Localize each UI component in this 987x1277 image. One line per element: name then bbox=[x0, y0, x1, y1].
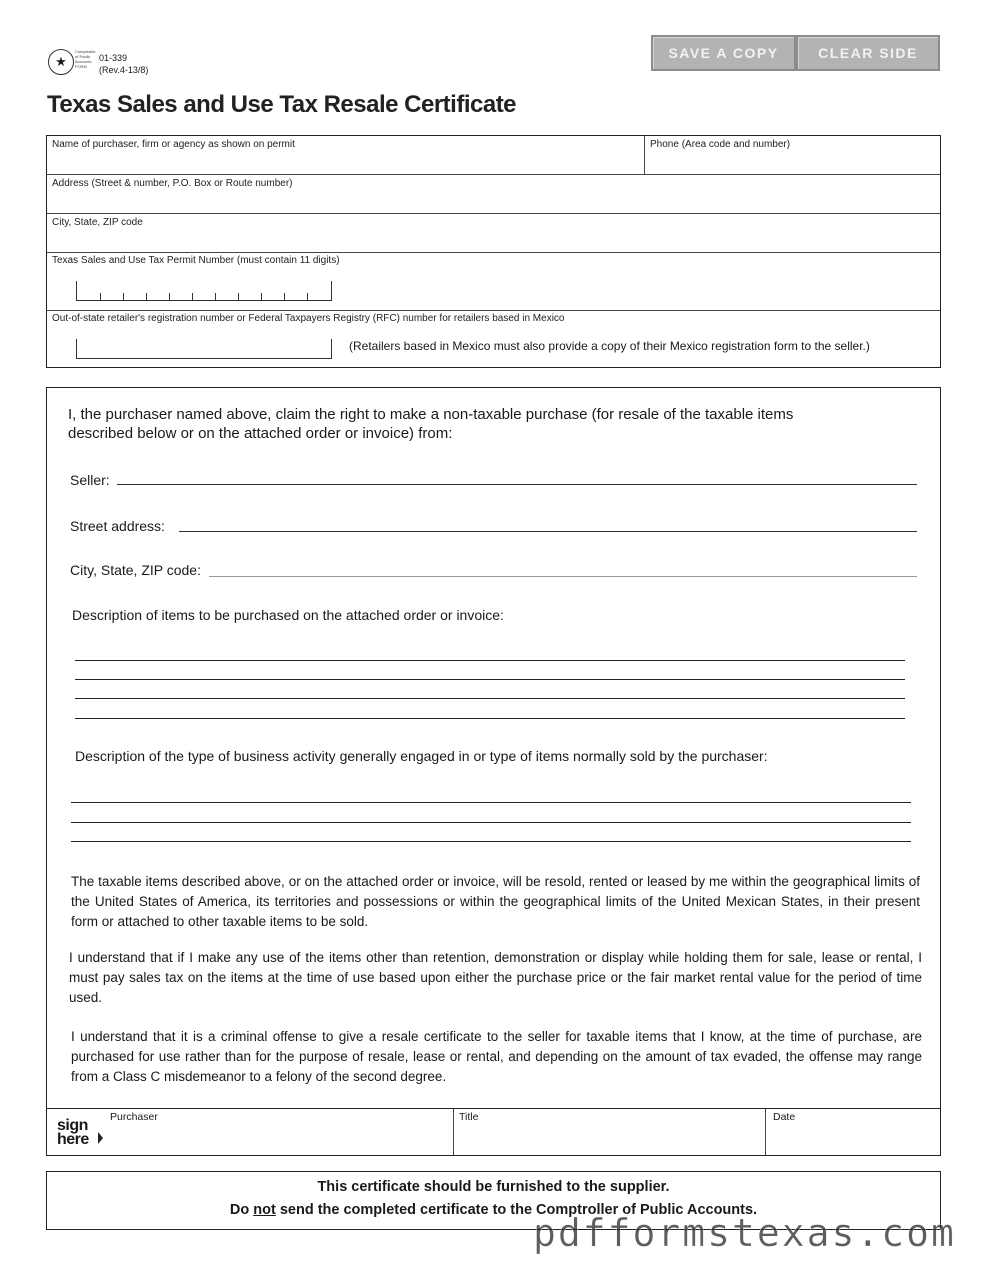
comptroller-seal-icon: ★ bbox=[48, 49, 74, 75]
city-state-zip-field[interactable] bbox=[47, 228, 939, 252]
seal-text: Comptroller of Public Accounts FORM bbox=[75, 49, 96, 69]
purchaser-info-box bbox=[46, 135, 941, 368]
address-field[interactable] bbox=[47, 189, 939, 213]
resale-paragraph: The taxable items described above, or on the attached order or invoice, will be resold, rented or leased by me within the geographical limits of the United States of America, its territories and possessions or within the geographical limits of the United Mexican States, in their present form or attached to other taxable items to be sold. bbox=[71, 874, 920, 929]
purchaser-signature-label: Purchaser bbox=[110, 1111, 158, 1123]
city-state-zip-label: City, State, ZIP code bbox=[52, 217, 143, 228]
street-address-field[interactable] bbox=[179, 531, 917, 532]
claim-statement: I, the purchaser named above, claim the right to make a non-taxable purchase (for resale of the taxable items described below or on the attached order or invoice) from: bbox=[68, 406, 794, 442]
items-description-line[interactable] bbox=[75, 660, 905, 661]
purchaser-name-label: Name of purchaser, firm or agency as shown on permit bbox=[52, 139, 295, 150]
page-title: Texas Sales and Use Tax Resale Certificate bbox=[47, 91, 517, 118]
purchaser-signature-field[interactable] bbox=[107, 1123, 452, 1153]
sign-here-arrow-icon bbox=[98, 1132, 103, 1144]
furnish-supplier-note: This certificate should be furnished to the supplier. bbox=[317, 1179, 670, 1195]
do-not-send-note: Do not send the completed certificate to the Comptroller of Public Accounts. bbox=[229, 1202, 758, 1218]
items-description-label: Description of items to be purchased on the attached order or invoice: bbox=[72, 607, 504, 623]
seller-label: Seller: bbox=[70, 472, 110, 488]
phone-field[interactable] bbox=[645, 150, 939, 174]
permit-number-label: Texas Sales and Use Tax Permit Number (must contain 11 digits) bbox=[52, 255, 340, 266]
address-label: Address (Street & number, P.O. Box or Route number) bbox=[52, 178, 293, 189]
purchaser-name-field[interactable] bbox=[47, 150, 643, 174]
watermark: pdfformstexas.com bbox=[533, 1211, 956, 1255]
clear-side-button[interactable]: CLEAR SIDE bbox=[796, 35, 940, 71]
form-number: 01-339 (Rev.4-13/8) bbox=[99, 53, 149, 75]
title-label: Title bbox=[459, 1111, 479, 1123]
date-field[interactable] bbox=[767, 1123, 937, 1153]
permit-number-field[interactable] bbox=[76, 281, 332, 301]
phone-label: Phone (Area code and number) bbox=[650, 139, 791, 150]
title-field[interactable] bbox=[455, 1123, 763, 1153]
resale-claim-box bbox=[46, 387, 941, 1156]
signature-row bbox=[47, 1108, 940, 1156]
seller-city-state-zip-label: City, State, ZIP code: bbox=[70, 562, 201, 578]
business-description-label: Description of the type of business activity generally engaged in or type of items normally sold by the purchaser: bbox=[75, 748, 768, 764]
rfc-number-field[interactable] bbox=[76, 339, 332, 359]
items-description-line[interactable] bbox=[75, 698, 905, 699]
criminal-offense-paragraph: I understand that it is a criminal offense to give a resale certificate to the seller for taxable items that I know, at the time of purchase, are purchased for use rather than for the purpose of resale, lease or rental, and depending on the amount of tax evaded, the offense may range from a Class C misdemeanor to a felony of the second degree. bbox=[71, 1029, 922, 1084]
mexico-note: (Retailers based in Mexico must also provide a copy of their Mexico registration form to the seller.) bbox=[349, 339, 870, 353]
business-description-line[interactable] bbox=[71, 802, 911, 803]
street-address-label: Street address: bbox=[70, 518, 165, 534]
seller-field[interactable] bbox=[117, 484, 917, 485]
save-a-copy-button[interactable]: SAVE A COPY bbox=[651, 35, 796, 71]
items-description-line[interactable] bbox=[75, 718, 905, 719]
business-description-line[interactable] bbox=[71, 841, 911, 842]
use-tax-paragraph: I understand that if I make any use of the items other than retention, demonstration or display while holding them for sale, lease or rental, I must pay sales tax on the items at the time of use based upon either the purchase price or the fair market rental value for the period of time used. bbox=[69, 950, 922, 1005]
sign-here-icon: sign here bbox=[57, 1117, 89, 1148]
date-label: Date bbox=[773, 1111, 796, 1123]
business-description-line[interactable] bbox=[71, 822, 911, 823]
rfc-number-label: Out-of-state retailer's registration number or Federal Taxpayers Registry (RFC) number for retailers based in Mexico bbox=[52, 313, 565, 324]
seller-city-state-zip-field[interactable] bbox=[209, 576, 917, 577]
items-description-line[interactable] bbox=[75, 679, 905, 680]
